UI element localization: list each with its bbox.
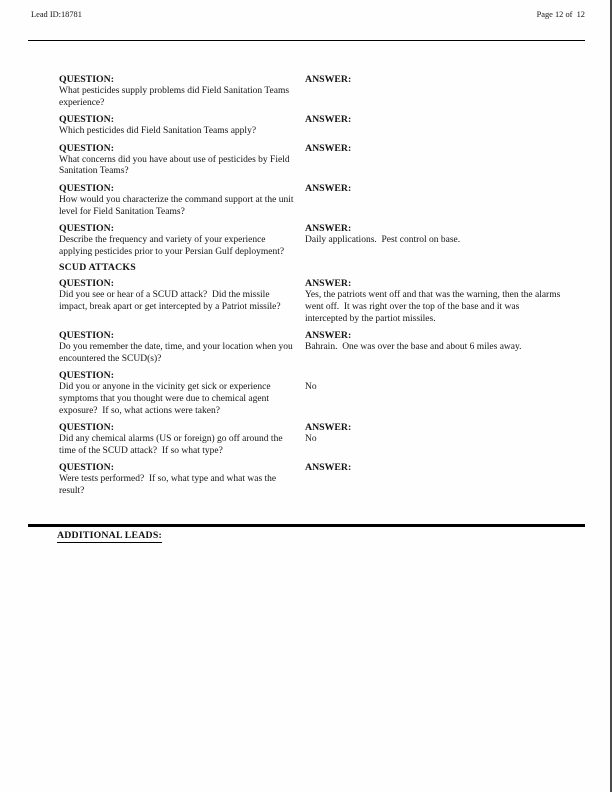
question-label: QUESTION: bbox=[59, 74, 114, 85]
answer-label: ANSWER: bbox=[305, 114, 352, 126]
qa-row bbox=[59, 113, 565, 138]
question-column bbox=[59, 113, 305, 138]
separator-rule bbox=[28, 524, 585, 527]
answer-column bbox=[305, 222, 565, 258]
answer-label: ANSWER: bbox=[305, 223, 352, 235]
qa-row bbox=[59, 461, 565, 497]
question-column bbox=[59, 182, 305, 218]
question-column bbox=[59, 277, 305, 325]
question-column bbox=[59, 222, 305, 258]
question-label: QUESTION: bbox=[59, 142, 114, 154]
qa-row bbox=[59, 329, 565, 365]
question-label: QUESTION: bbox=[59, 278, 114, 290]
qa-list bbox=[59, 73, 565, 501]
header-rule bbox=[28, 40, 585, 41]
section-heading: SCUD ATTACKS bbox=[59, 262, 136, 274]
question-text: How would you characterize the command support at the unit level for Field Sanitation Teams? bbox=[59, 194, 296, 217]
page-number: Page 12 of 12 bbox=[536, 10, 585, 19]
question-label: QUESTION: bbox=[59, 462, 114, 474]
answer-column bbox=[305, 277, 565, 325]
question-text: Which pesticides did Field Sanitation Teams apply? bbox=[59, 126, 257, 137]
question-label: QUESTION: bbox=[59, 422, 114, 434]
answer-column bbox=[305, 113, 565, 138]
answer-label: ANSWER: bbox=[305, 462, 352, 474]
answer-text: Daily applications. Pest control on base. bbox=[305, 235, 461, 246]
question-text: Do you remember the date, time, and your location when you encountered the SCUD(s)? bbox=[59, 342, 296, 364]
question-label: QUESTION: bbox=[59, 223, 114, 235]
question-label: QUESTION: bbox=[59, 182, 114, 194]
answer-column bbox=[305, 329, 565, 365]
question-column bbox=[59, 142, 305, 178]
question-text: Describe the frequency and variety of your experience applying pesticides prior to your Persian Gulf deployment? bbox=[59, 235, 285, 257]
qa-row bbox=[59, 277, 565, 325]
question-label: QUESTION: bbox=[59, 114, 114, 126]
additional-leads-label: ADDITIONAL LEADS: bbox=[57, 530, 162, 541]
answer-column bbox=[305, 182, 565, 218]
question-label: QUESTION: bbox=[59, 330, 114, 342]
lead-id: Lead ID:18781 bbox=[31, 10, 82, 19]
answer-label: ANSWER: bbox=[305, 330, 352, 342]
question-text: Were tests performed? If so, what type and what was the result? bbox=[59, 474, 279, 496]
question-text: Did you see or hear of a SCUD attack? Did the missile impact, break apart or get intercepted by a Patriot missile? bbox=[59, 290, 281, 312]
answer-column bbox=[305, 369, 565, 417]
answer-text: Bahrain. One was over the base and about 6 miles away. bbox=[305, 342, 522, 353]
question-text: Did any chemical alarms (US or foreign) go off around the time of the SCUD attack? If so what type? bbox=[59, 434, 285, 456]
answer-label: ANSWER: bbox=[305, 422, 352, 434]
answer-text: No bbox=[305, 434, 317, 445]
qa-row bbox=[59, 369, 565, 417]
question-column bbox=[59, 73, 305, 109]
answer-column bbox=[305, 461, 565, 497]
answer-label: ANSWER: bbox=[305, 182, 352, 194]
question-column bbox=[59, 461, 305, 497]
qa-row bbox=[59, 182, 565, 218]
qa-row bbox=[59, 222, 565, 258]
answer-label: ANSWER: bbox=[305, 142, 352, 154]
page-header bbox=[31, 10, 585, 19]
question-text: What concerns did you have about use of pesticides by Field Sanitation Teams? bbox=[59, 154, 292, 177]
question-text: Did you or anyone in the vicinity get sick or experience symptoms that you thought were due to chemical agent exposure? If so, what actions were taken? bbox=[59, 382, 273, 416]
question-column bbox=[59, 369, 305, 417]
answer-label: ANSWER: bbox=[305, 74, 352, 85]
answer-text: Yes, the patriots went off and that was the warning, then the alarms went off. It was right over the top of the base and it was intercepted by the partiot missiles. bbox=[305, 290, 563, 324]
answer-text: No bbox=[305, 382, 317, 393]
qa-row bbox=[59, 421, 565, 457]
question-text: What pesticides supply problems did Field Sanitation Teams experience? bbox=[59, 86, 292, 108]
question-column bbox=[59, 329, 305, 365]
question-column bbox=[59, 421, 305, 457]
qa-row bbox=[59, 142, 565, 178]
qa-row bbox=[59, 73, 565, 109]
answer-column bbox=[305, 142, 565, 178]
answer-label bbox=[305, 369, 565, 382]
answer-label: ANSWER: bbox=[305, 278, 352, 290]
answer-column bbox=[305, 421, 565, 457]
answer-column bbox=[305, 73, 565, 109]
question-label: QUESTION: bbox=[59, 370, 114, 382]
